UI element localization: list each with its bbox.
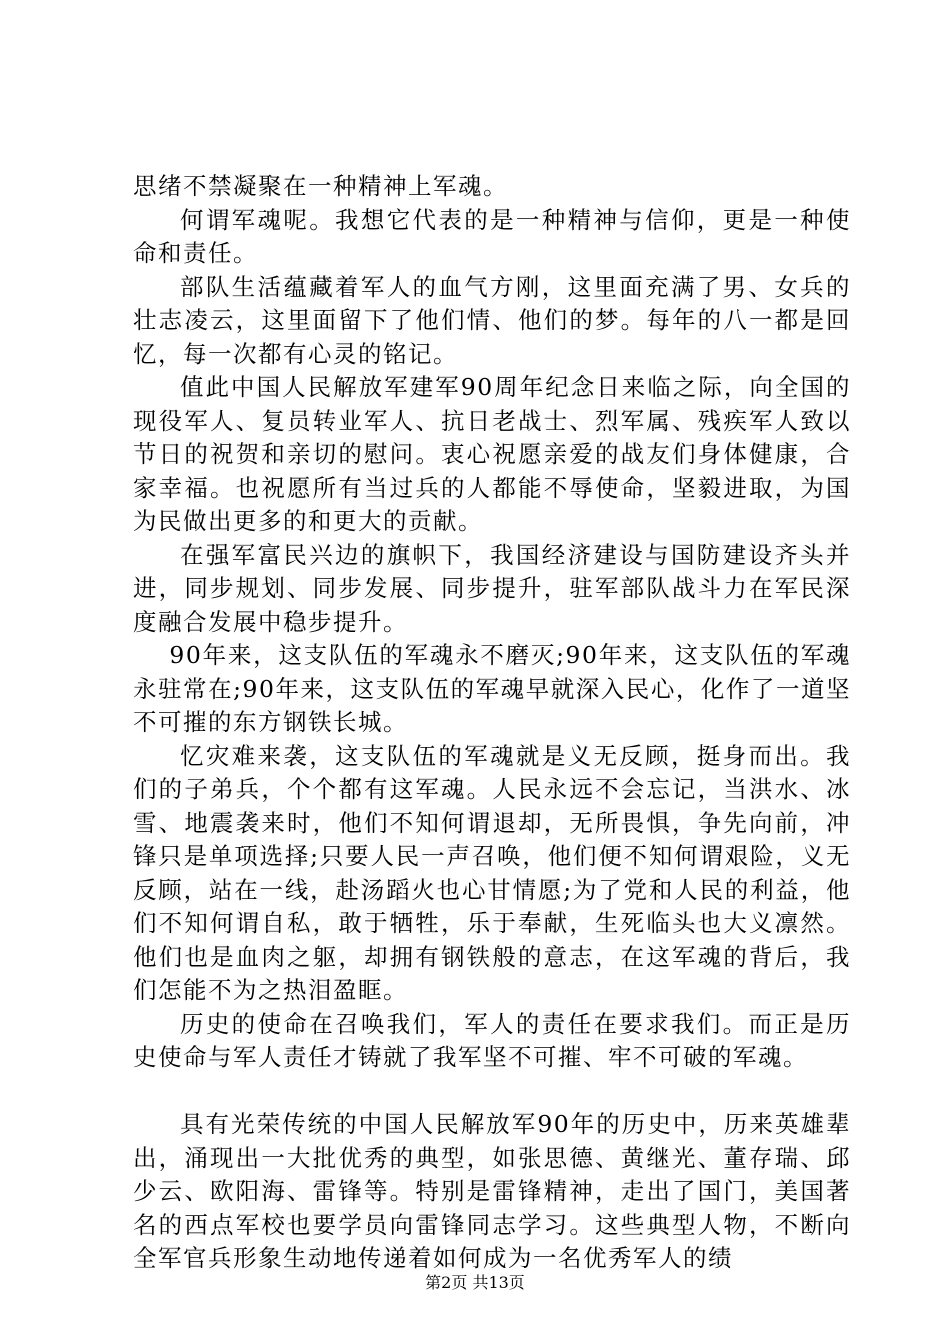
- paragraph-5: 在强军富民兴边的旗帜下，我国经济建设与国防建设齐头并进，同步规划、同步发展、同步提升，驻军部队战斗力在军民深度融合发展中稳步提升。: [133, 540, 851, 636]
- paragraph-7: 忆灾难来袭，这支队伍的军魂就是义无反顾，挺身而出。我们的子弟兵，个个都有这军魂。人民永远不会忘记，当洪水、冰雪、地震袭来时，他们不知何谓退却，无所畏惧，争先向前，冲锋只是单项选择;只要人民一声召唤，他们便不知何谓艰险，义无反顾，站在一线，赴汤蹈火也心甘情愿;为了党和人民的利益，他们不知何谓自私，敢于牺牲，乐于奉献，生死临头也大义凛然。他们也是血肉之躯，却拥有钢铁般的意志，在这军魂的背后，我们怎能不为之热泪盈眶。: [133, 741, 851, 1004]
- page-number-footer: 第2页 共13页: [425, 1273, 525, 1292]
- paragraph-8: 历史的使命在召唤我们，军人的责任在要求我们。而正是历史使命与军人责任才铸就了我军坚不可摧、牢不可破的军魂。: [133, 1009, 851, 1071]
- paragraph-4: 值此中国人民解放军建军90周年纪念日来临之际，向全国的现役军人、复员转业军人、抗日老战士、烈军属、残疾军人致以节日的祝贺和亲切的慰问。衷心祝愿亲爱的战友们身体健康，合家幸福。也祝愿所有当过兵的人都能不辱使命，坚毅进取，为国为民做出更多的和更大的贡献。: [133, 373, 851, 535]
- paragraph-1: 思绪不禁凝聚在一种精神上军魂。: [133, 172, 508, 200]
- paragraph-9: 具有光荣传统的中国人民解放军90年的历史中，历来英雄辈出，涌现出一大批优秀的典型，如张思德、黄继光、董存瑞、邱少云、欧阳海、雷锋等。特别是雷锋精神，走出了国门，美国著名的西点军校也要学员向雷锋同志学习。这些典型人物，不断向全军官兵形象生动地传递着如何成为一名优秀军人的绩: [133, 1110, 851, 1272]
- paragraph-2: 何谓军魂呢。我想它代表的是一种精神与信仰，更是一种使命和责任。: [133, 205, 851, 267]
- blank-line: [133, 1075, 851, 1109]
- document-body: [133, 170, 851, 1276]
- paragraph-6: 90年来，这支队伍的军魂永不磨灭;90年来，这支队伍的军魂永驻常在;90年来，这支队伍的军魂早就深入民心，化作了一道坚不可摧的东方钢铁长城。: [133, 641, 851, 736]
- paragraph-3: 部队生活蕴藏着军人的血气方刚，这里面充满了男、女兵的壮志凌云，这里面留下了他们情、他们的梦。每年的八一都是回忆，每一次都有心灵的铭记。: [133, 272, 851, 368]
